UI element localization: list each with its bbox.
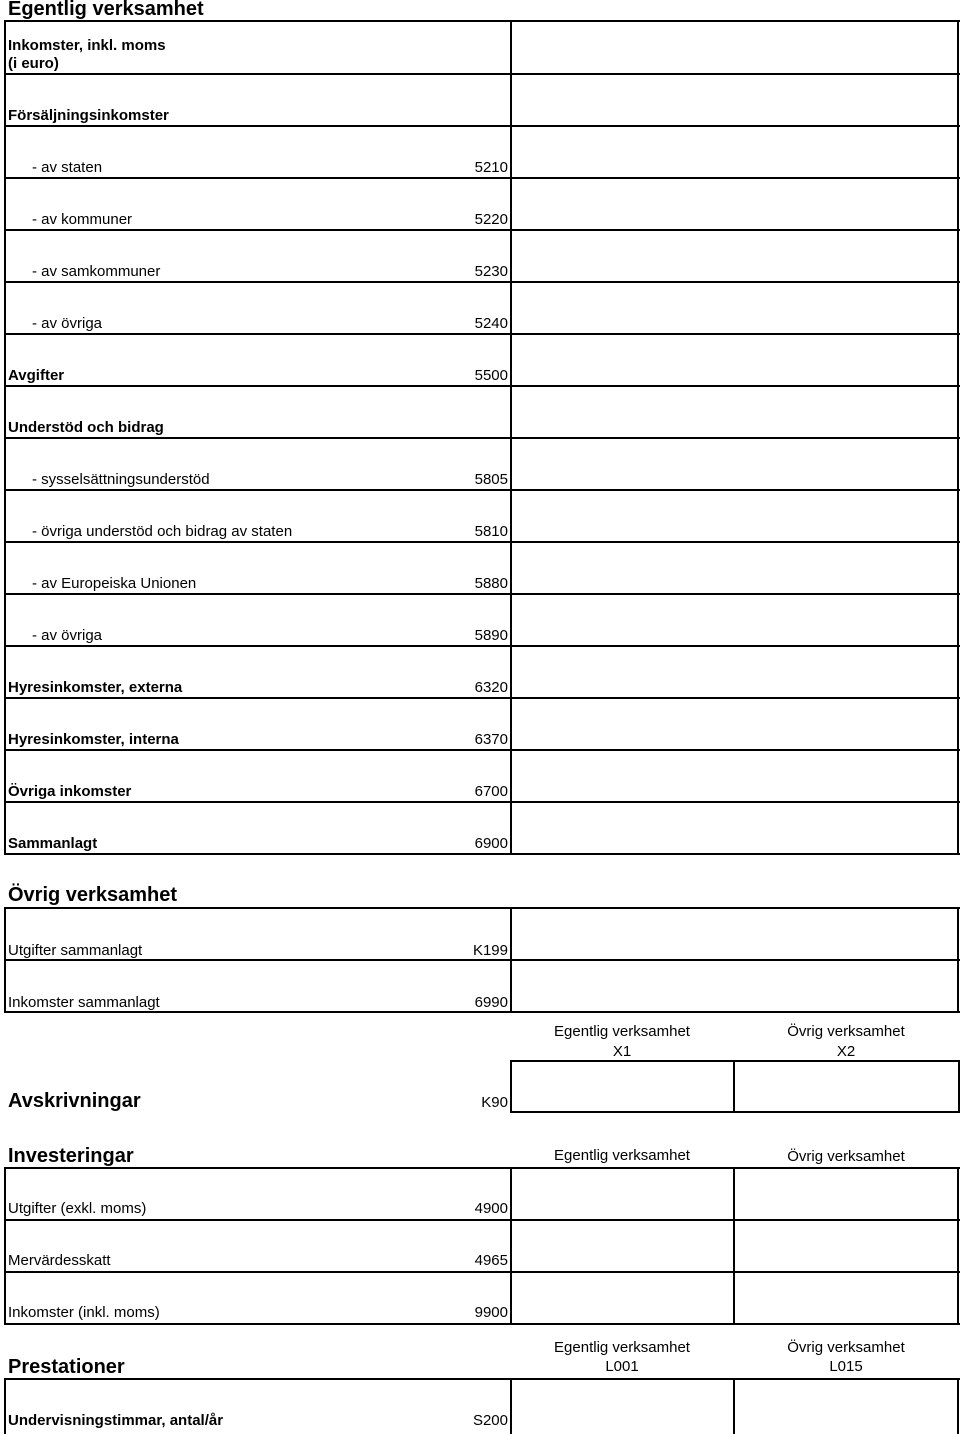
- prest-row-code: S200: [472, 1412, 508, 1429]
- row-code: 6370: [474, 731, 508, 748]
- row-input[interactable]: [512, 335, 956, 385]
- prest-col2-code: L015: [829, 1358, 863, 1375]
- row-label: - övriga understöd och bidrag av staten: [32, 523, 293, 540]
- section-title-ovrig: Övrig verksamhet: [8, 884, 177, 906]
- row-input[interactable]: [512, 751, 956, 801]
- investeringar-title: Investeringar: [8, 1145, 134, 1167]
- row-label: Sammanlagt: [8, 835, 98, 852]
- prest-col1-title: Egentlig verksamhet: [554, 1339, 690, 1356]
- row-label: - sysselsättningsunderstöd: [32, 471, 210, 488]
- invest-col2-title: Övrig verksamhet: [787, 1148, 905, 1165]
- avskrivningar-title: Avskrivningar: [8, 1090, 141, 1112]
- avskr-input-ovrig[interactable]: [733, 1060, 960, 1113]
- row-input[interactable]: [512, 909, 956, 959]
- row-label: Utgifter (exkl. moms): [8, 1200, 147, 1217]
- row-label: Hyresinkomster, interna: [8, 731, 179, 748]
- row-code: 5230: [474, 263, 508, 280]
- section-title-egentlig: Egentlig verksamhet: [8, 0, 204, 20]
- row-input[interactable]: [512, 231, 956, 281]
- row-input[interactable]: [512, 699, 956, 749]
- prest-col2-title: Övrig verksamhet: [787, 1339, 905, 1356]
- row-code: 5880: [474, 575, 508, 592]
- row-code: 9900: [474, 1304, 508, 1321]
- row-label: Inkomster sammanlagt: [8, 994, 160, 1011]
- row-code: 5805: [474, 471, 508, 488]
- avskr-input-egentlig[interactable]: [510, 1060, 735, 1113]
- row-label: - av Europeiska Unionen: [32, 575, 197, 592]
- row-label: Mervärdesskatt: [8, 1252, 111, 1269]
- invest-input-ovrig[interactable]: [735, 1221, 956, 1271]
- header-label-line1: Inkomster, inkl. moms: [8, 37, 166, 54]
- prest-row-label: Undervisningstimmar, antal/år: [8, 1412, 224, 1429]
- row-label: Understöd och bidrag: [8, 419, 164, 436]
- prestationer-title: Prestationer: [8, 1356, 125, 1378]
- row-label: - av samkommuner: [32, 263, 161, 280]
- row-input[interactable]: [512, 439, 956, 489]
- row-code: 6900: [474, 835, 508, 852]
- row-code: 5220: [474, 211, 508, 228]
- prest-col1-code: L001: [605, 1358, 639, 1375]
- row-label: - av staten: [32, 159, 103, 176]
- invest-col1-title: Egentlig verksamhet: [554, 1147, 690, 1164]
- row-code: 5890: [474, 627, 508, 644]
- row-code: 5500: [474, 367, 508, 384]
- invest-input-ovrig[interactable]: [735, 1169, 956, 1219]
- row-input[interactable]: [512, 283, 956, 333]
- invest-input-egentlig[interactable]: [512, 1221, 732, 1271]
- row-code: 5210: [474, 159, 508, 176]
- avskrivningar-code: K90: [481, 1094, 508, 1111]
- row-code: 6990: [474, 994, 508, 1011]
- row-label: Hyresinkomster, externa: [8, 679, 183, 696]
- row-code: K199: [472, 942, 508, 959]
- row-code: 6320: [474, 679, 508, 696]
- row-label: Avgifter: [8, 367, 65, 384]
- row-input[interactable]: [512, 387, 956, 437]
- avskr-col1-code: X1: [612, 1043, 632, 1060]
- row-label: Försäljningsinkomster: [8, 107, 169, 124]
- row-code: 5810: [474, 523, 508, 540]
- prest-input-ovrig[interactable]: [735, 1380, 956, 1432]
- row-input[interactable]: [512, 543, 956, 593]
- row-input[interactable]: [512, 595, 956, 645]
- row-label: Inkomster (inkl. moms): [8, 1304, 160, 1321]
- invest-input-egentlig[interactable]: [512, 1169, 732, 1219]
- avskr-col2-code: X2: [836, 1043, 856, 1060]
- row-input[interactable]: [512, 491, 956, 541]
- row-input[interactable]: [512, 127, 956, 177]
- row-input[interactable]: [512, 803, 956, 853]
- invest-input-ovrig[interactable]: [735, 1273, 956, 1323]
- row-input[interactable]: [512, 647, 956, 697]
- row-code: 6700: [474, 783, 508, 800]
- row-label: - av kommuner: [32, 211, 133, 228]
- row-input[interactable]: [512, 75, 956, 125]
- header-label-line2: (i euro): [8, 55, 59, 72]
- row-label: - av övriga: [32, 315, 103, 332]
- row-input[interactable]: [512, 961, 956, 1011]
- row-code: 4900: [474, 1200, 508, 1217]
- row-label: - av övriga: [32, 627, 103, 644]
- row-code: 4965: [474, 1252, 508, 1269]
- avskr-col2-title: Övrig verksamhet: [787, 1023, 905, 1040]
- row-label: Övriga inkomster: [8, 783, 132, 800]
- row-code: 5240: [474, 315, 508, 332]
- prest-input-egentlig[interactable]: [512, 1380, 732, 1432]
- avskr-col1-title: Egentlig verksamhet: [554, 1023, 690, 1040]
- invest-input-egentlig[interactable]: [512, 1273, 732, 1323]
- row-input[interactable]: [512, 179, 956, 229]
- row-label: Utgifter sammanlagt: [8, 942, 143, 959]
